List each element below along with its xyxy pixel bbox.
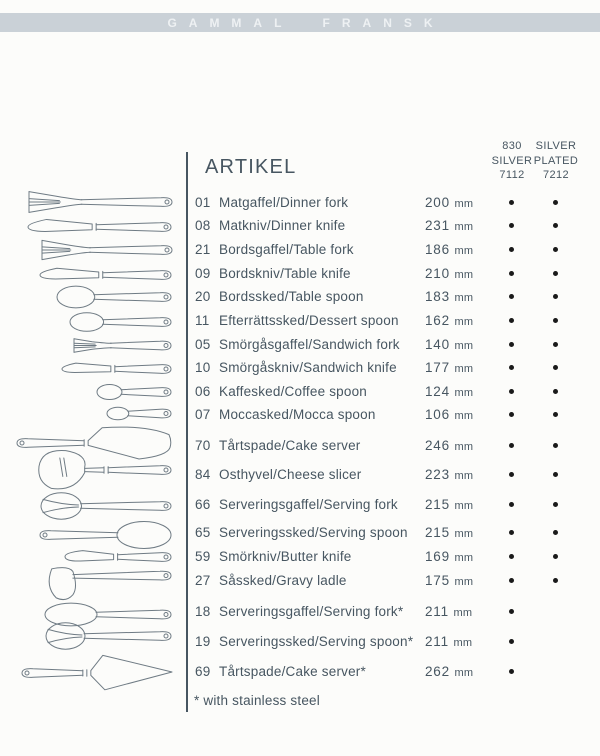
article-name: Kaffesked/Coffee spoon <box>219 384 368 399</box>
availability-dot-silver-plated <box>553 554 558 559</box>
mocca-spoon-drawing <box>105 406 173 421</box>
article-name: Serveringsgaffel/Serving fork <box>219 497 398 512</box>
article-size: 211 mm <box>425 604 473 619</box>
article-name: Smörkniv/Butter knife <box>219 549 352 564</box>
table-row <box>0 407 600 423</box>
article-name: Serveringssked/Serving spoon* <box>219 634 414 649</box>
collection-title: GAMMAL FRANSK <box>167 15 445 30</box>
availability-dot-830-silver <box>509 609 514 614</box>
size-unit: mm <box>454 245 474 257</box>
article-name: Osthyvel/Cheese slicer <box>219 467 362 482</box>
article-number: 20 <box>195 289 211 304</box>
availability-dot-830-silver <box>509 389 514 394</box>
gravy-ladle-drawing <box>43 563 173 605</box>
size-unit: mm <box>453 637 473 649</box>
size-unit: mm <box>454 667 474 679</box>
availability-dot-silver-plated <box>553 294 558 299</box>
availability-dot-silver-plated <box>553 223 558 228</box>
article-name: Såssked/Gravy ladle <box>219 573 347 588</box>
column-header-silver-plated <box>534 139 578 183</box>
article-size: 177 mm <box>425 360 474 375</box>
article-name: Matgaffel/Dinner fork <box>219 195 349 210</box>
size-unit: mm <box>454 470 474 482</box>
article-number: 07 <box>195 407 211 422</box>
dinner-knife-drawing <box>26 218 173 236</box>
article-size: 183 mm <box>425 289 474 304</box>
size-unit: mm <box>454 316 474 328</box>
table-heading: ARTIKEL <box>205 156 297 178</box>
size-unit: mm <box>454 269 474 281</box>
availability-dot-silver-plated <box>553 342 558 347</box>
article-size: 175 mm <box>425 573 474 588</box>
availability-dot-830-silver <box>509 223 514 228</box>
table-left-rule <box>186 152 188 712</box>
size-unit: mm <box>454 198 474 210</box>
availability-dot-830-silver <box>509 342 514 347</box>
article-number: 84 <box>195 467 211 482</box>
article-name: Serveringsgaffel/Serving fork* <box>219 604 404 619</box>
article-name: Moccasked/Mocca spoon <box>219 407 376 422</box>
size-unit: mm <box>454 500 474 512</box>
availability-dot-830-silver <box>509 247 514 252</box>
article-size: 262 mm <box>425 664 474 679</box>
availability-dot-830-silver <box>509 472 514 477</box>
article-number: 66 <box>195 497 211 512</box>
article-name: Serveringssked/Serving spoon <box>219 525 408 540</box>
availability-dot-silver-plated <box>553 578 558 583</box>
size-unit: mm <box>453 607 473 619</box>
article-size: 215 mm <box>425 525 474 540</box>
availability-dot-silver-plated <box>553 472 558 477</box>
availability-dot-830-silver <box>509 502 514 507</box>
article-number: 27 <box>195 573 211 588</box>
dessert-spoon-drawing <box>68 311 173 333</box>
dinner-fork-drawing <box>27 189 174 215</box>
article-size: 246 mm <box>425 438 474 453</box>
size-unit: mm <box>454 363 474 375</box>
article-name: Bordssked/Table spoon <box>219 289 364 304</box>
availability-dot-silver-plated <box>553 502 558 507</box>
size-unit: mm <box>454 387 474 399</box>
article-size: 186 mm <box>425 242 474 257</box>
size-unit: mm <box>454 576 474 588</box>
availability-dot-silver-plated <box>553 318 558 323</box>
article-name: Bordskniv/Table knife <box>219 266 351 281</box>
footnote: * with stainless steel <box>194 693 320 708</box>
article-number: 11 <box>195 313 210 328</box>
article-name: Smörgåskniv/Sandwich knife <box>219 360 397 375</box>
article-number: 65 <box>195 525 211 540</box>
availability-dot-silver-plated <box>553 200 558 205</box>
article-name: Tårtspade/Cake server* <box>219 664 366 679</box>
availability-dot-830-silver <box>509 294 514 299</box>
availability-dot-830-silver <box>509 200 514 205</box>
size-unit: mm <box>454 528 474 540</box>
availability-dot-silver-plated <box>553 389 558 394</box>
article-size: 200 mm <box>425 195 474 210</box>
availability-dot-830-silver <box>509 530 514 535</box>
article-number: 18 <box>195 604 211 619</box>
column-header-line: 7212 <box>542 169 570 181</box>
article-number: 69 <box>195 664 211 679</box>
article-size: 215 mm <box>425 497 474 512</box>
availability-dot-silver-plated <box>553 530 558 535</box>
article-name: Matkniv/Dinner knife <box>219 218 346 233</box>
sandwich-knife-drawing <box>60 362 173 376</box>
availability-dot-830-silver <box>509 412 514 417</box>
availability-dot-silver-plated <box>553 443 558 448</box>
article-size: 106 mm <box>425 407 474 422</box>
article-number: 10 <box>195 360 211 375</box>
article-number: 21 <box>195 242 211 257</box>
collection-banner <box>0 13 600 32</box>
article-name: Efterrättssked/Dessert spoon <box>219 313 399 328</box>
availability-dot-silver-plated <box>553 365 558 370</box>
article-number: 59 <box>195 549 211 564</box>
availability-dot-830-silver <box>509 365 514 370</box>
column-header-line: PLATED <box>533 154 579 167</box>
article-number: 05 <box>195 337 211 352</box>
availability-dot-830-silver <box>509 639 514 644</box>
serving-fork-drawing <box>38 491 173 521</box>
article-number: 06 <box>195 384 211 399</box>
cheese-slicer-drawing <box>35 447 173 493</box>
article-number: 19 <box>195 634 211 649</box>
availability-dot-830-silver <box>509 669 514 674</box>
article-name: Smörgåsgaffel/Sandwich fork <box>219 337 400 352</box>
article-number: 70 <box>195 438 211 453</box>
availability-dot-silver-plated <box>553 412 558 417</box>
article-size: 211 mm <box>425 634 473 649</box>
article-size: 140 mm <box>425 337 474 352</box>
size-unit: mm <box>454 441 474 453</box>
size-unit: mm <box>454 292 474 304</box>
article-size: 223 mm <box>425 467 474 482</box>
availability-dot-830-silver <box>509 578 514 583</box>
article-size: 210 mm <box>425 266 474 281</box>
article-number: 09 <box>195 266 211 281</box>
size-unit: mm <box>454 410 474 422</box>
article-size: 169 mm <box>425 549 474 564</box>
table-knife-drawing <box>38 267 173 283</box>
serving-fork-steel-drawing <box>43 621 173 651</box>
article-number: 01 <box>195 195 211 210</box>
article-size: 162 mm <box>425 313 474 328</box>
serving-spoon-drawing <box>38 519 173 551</box>
column-header-line: 7112 <box>499 169 525 181</box>
availability-dot-830-silver <box>509 318 514 323</box>
sandwich-fork-drawing <box>72 337 173 354</box>
article-name: Tårtspade/Cake server <box>219 438 361 453</box>
column-header-830-silver <box>492 139 533 183</box>
article-number: 08 <box>195 218 211 233</box>
column-header-line: 830 <box>502 140 522 152</box>
availability-dot-830-silver <box>509 443 514 448</box>
column-header-line: SILVER <box>535 140 577 152</box>
coffee-spoon-drawing <box>95 383 173 401</box>
availability-dot-830-silver <box>509 271 514 276</box>
cake-server-steel-drawing <box>20 652 174 694</box>
table-fork-drawing <box>40 238 174 262</box>
table-spoon-drawing <box>55 284 173 310</box>
size-unit: mm <box>454 340 474 352</box>
size-unit: mm <box>454 221 474 233</box>
table-row <box>0 384 600 400</box>
availability-dot-silver-plated <box>553 271 558 276</box>
article-name: Bordsgaffel/Table fork <box>219 242 354 257</box>
article-size: 231 mm <box>425 218 474 233</box>
availability-dot-silver-plated <box>553 247 558 252</box>
article-size: 124 mm <box>425 384 474 399</box>
column-header-line: SILVER <box>491 154 533 167</box>
availability-dot-830-silver <box>509 554 514 559</box>
size-unit: mm <box>454 552 474 564</box>
